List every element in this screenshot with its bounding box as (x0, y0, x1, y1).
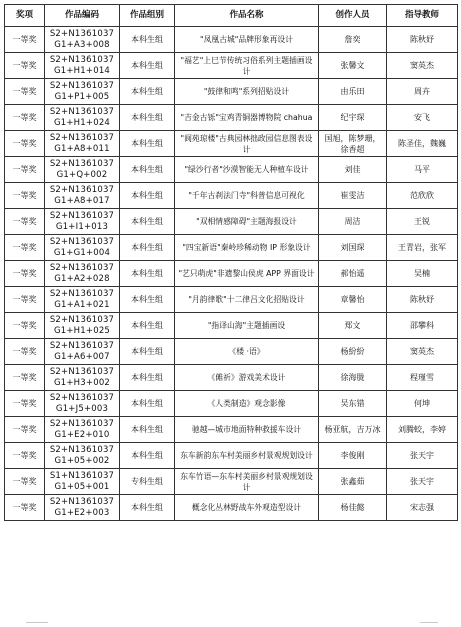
cell-code: S2+N1361037 G1+H1+024 (45, 105, 120, 131)
cell-advisor: 窦英杰 (387, 53, 458, 79)
cell-code: S2+N1361037 G1+H1+014 (45, 53, 120, 79)
cell-code: S2+N1361037 G1+E2+003 (45, 495, 120, 521)
table-row (5, 209, 458, 235)
cell-advisor: 王锐 (387, 209, 458, 235)
table-row (5, 235, 458, 261)
cell-title: "四宝新语"秦岭珍稀动物 IP 形象设计 (175, 235, 319, 261)
cell-code: S1+N1361037 G1+05+001 (45, 469, 120, 495)
cell-group: 本科生组 (120, 53, 175, 79)
table-row (5, 27, 458, 53)
cell-code: S2+N1361037 G1+G1+004 (45, 235, 120, 261)
header-group: 作品组别 (120, 5, 175, 27)
cell-advisor: 陈圣佳，魏巍 (387, 131, 458, 157)
table-row (5, 53, 458, 79)
cell-award: 一等奖 (5, 313, 45, 339)
cell-advisor: 张天宇 (387, 469, 458, 495)
cell-group: 本科生组 (120, 157, 175, 183)
table-body (5, 27, 458, 521)
cell-advisor: 马平 (387, 157, 458, 183)
award-table (4, 4, 458, 521)
header-creators: 创作人员 (319, 5, 387, 27)
cell-creators: 杨佳懿 (319, 495, 387, 521)
cell-award: 一等奖 (5, 53, 45, 79)
cell-advisor: 何坤 (387, 391, 458, 417)
cell-group: 本科生组 (120, 131, 175, 157)
cell-award: 一等奖 (5, 495, 45, 521)
cell-title: 《楼 ·语》 (175, 339, 319, 365)
cell-award: 一等奖 (5, 339, 45, 365)
cell-title: "双相情感障碍"主题海报设计 (175, 209, 319, 235)
cell-group: 本科生组 (120, 261, 175, 287)
cell-title: "千年古刹法门寺"科普信息可视化 (175, 183, 319, 209)
cell-award: 一等奖 (5, 27, 45, 53)
cell-title: 《人类制造》观念影像 (175, 391, 319, 417)
cell-creators: 刘国琛 (319, 235, 387, 261)
cell-group: 本科生组 (120, 495, 175, 521)
table-row (5, 287, 458, 313)
cell-creators: 章馨怡 (319, 287, 387, 313)
cell-creators: 刘佳 (319, 157, 387, 183)
cell-code: S2+N1361037 G1+A8+011 (45, 131, 120, 157)
cell-award: 一等奖 (5, 235, 45, 261)
cell-creators: 徐海胧 (319, 365, 387, 391)
table-row (5, 261, 458, 287)
cell-creators: 崔雯洁 (319, 183, 387, 209)
cell-code: S2+N1361037 G1+Q+002 (45, 157, 120, 183)
cell-title: "福艺"上巳节传统习俗系列主题插画设计 (175, 53, 319, 79)
cell-group: 本科生组 (120, 105, 175, 131)
cell-award: 一等奖 (5, 391, 45, 417)
cell-code: S2+N1361037 G1+P1+005 (45, 79, 120, 105)
table-row (5, 443, 458, 469)
cell-award: 一等奖 (5, 105, 45, 131)
cell-group: 本科生组 (120, 417, 175, 443)
table-row (5, 365, 458, 391)
cell-creators: 张馨文 (319, 53, 387, 79)
cell-code: S2+N1361037 G1+E2+010 (45, 417, 120, 443)
cell-advisor: 陈秋妤 (387, 27, 458, 53)
table-row (5, 417, 458, 443)
cell-group: 本科生组 (120, 287, 175, 313)
table-row (5, 339, 458, 365)
cell-award: 一等奖 (5, 261, 45, 287)
cell-code: S2+N1361037 G1+J5+003 (45, 391, 120, 417)
table-header-row (5, 5, 458, 27)
cell-creators: 詹奕 (319, 27, 387, 53)
cell-title: "阆苑琼楼"古典园林拙政园信息图表设计 (175, 131, 319, 157)
cell-award: 一等奖 (5, 443, 45, 469)
cell-code: S2+N1361037 G1+A6+007 (45, 339, 120, 365)
cell-creators: 杨紛紛 (319, 339, 387, 365)
cell-advisor: 王青岩，张军 (387, 235, 458, 261)
table-row (5, 391, 458, 417)
cell-group: 专科生组 (120, 469, 175, 495)
cell-group: 本科生组 (120, 209, 175, 235)
cell-group: 本科生组 (120, 365, 175, 391)
cell-group: 本科生组 (120, 339, 175, 365)
cell-creators: 杨亚航，吉万冰 (319, 417, 387, 443)
cell-creators: 郝怡遥 (319, 261, 387, 287)
table-row (5, 469, 458, 495)
header-title: 作品名称 (175, 5, 319, 27)
cell-title: "凤凰古城"品牌形象再设计 (175, 27, 319, 53)
table-row (5, 131, 458, 157)
cell-code: S2+N1361037 G1+H3+002 (45, 365, 120, 391)
header-award: 奖项 (5, 5, 45, 27)
table-row (5, 105, 458, 131)
cell-creators: 周洁 (319, 209, 387, 235)
cell-group: 本科生组 (120, 27, 175, 53)
cell-creators: 吴东错 (319, 391, 387, 417)
award-table-sheet (4, 4, 457, 521)
header-code: 作品编码 (45, 5, 120, 27)
cell-advisor: 安飞 (387, 105, 458, 131)
cell-advisor: 邵攀科 (387, 313, 458, 339)
cell-title: 概念化丛林野战车外观造型设计 (175, 495, 319, 521)
page-footer-marks (0, 622, 461, 627)
cell-code: S2+N1361037 G1+A1+021 (45, 287, 120, 313)
cell-award: 一等奖 (5, 417, 45, 443)
cell-code: S2+N1361037 G1+A2+028 (45, 261, 120, 287)
cell-advisor: 宋志强 (387, 495, 458, 521)
cell-award: 一等奖 (5, 131, 45, 157)
table-row (5, 313, 458, 339)
cell-group: 本科生组 (120, 235, 175, 261)
cell-award: 一等奖 (5, 209, 45, 235)
cell-title: 东车竹语—东车村美丽乡村景观规划设计 (175, 469, 319, 495)
table-row (5, 157, 458, 183)
table-row (5, 183, 458, 209)
cell-code: S2+N1361037 G1+A8+017 (45, 183, 120, 209)
table-row (5, 495, 458, 521)
cell-advisor: 吴楠 (387, 261, 458, 287)
cell-code: S2+N1361037 G1+A3+008 (45, 27, 120, 53)
cell-advisor: 刘腾蛟，李婷 (387, 417, 458, 443)
cell-title: "指译山海"主题插画设 (175, 313, 319, 339)
cell-advisor: 张天宇 (387, 443, 458, 469)
cell-code: S2+N1361037 G1+I1+013 (45, 209, 120, 235)
cell-award: 一等奖 (5, 79, 45, 105)
cell-award: 一等奖 (5, 157, 45, 183)
cell-title: "艺只萌虎"非遗黎山侯虎 APP 界面设计 (175, 261, 319, 287)
cell-advisor: 周卉 (387, 79, 458, 105)
cell-advisor: 陈秋妤 (387, 287, 458, 313)
cell-advisor: 窦英杰 (387, 339, 458, 365)
cell-award: 一等奖 (5, 365, 45, 391)
table-row (5, 79, 458, 105)
cell-award: 一等奖 (5, 469, 45, 495)
cell-group: 本科生组 (120, 313, 175, 339)
cell-award: 一等奖 (5, 287, 45, 313)
cell-code: S2+N1361037 G1+05+002 (45, 443, 120, 469)
cell-creators: 由乐田 (319, 79, 387, 105)
cell-creators: 李俊刚 (319, 443, 387, 469)
cell-code: S2+N1361037 G1+H1+025 (45, 313, 120, 339)
cell-creators: 郑文 (319, 313, 387, 339)
cell-award: 一等奖 (5, 183, 45, 209)
cell-group: 本科生组 (120, 443, 175, 469)
cell-title: 东车新韵东车村美丽乡村景观规划设计 (175, 443, 319, 469)
cell-title: "鼓律和鸣"系列招贴设计 (175, 79, 319, 105)
cell-advisor: 范欣欣 (387, 183, 458, 209)
cell-group: 本科生组 (120, 183, 175, 209)
cell-group: 本科生组 (120, 79, 175, 105)
cell-title: 《傩祈》游戏美术设计 (175, 365, 319, 391)
cell-title: "吉金古铄"宝鸡青铜器博物院 chahua (175, 105, 319, 131)
cell-creators: 纪宇琛 (319, 105, 387, 131)
cell-group: 本科生组 (120, 391, 175, 417)
header-advisor: 指导教师 (387, 5, 458, 27)
cell-title: 驰越—城市地面特种救援车设计 (175, 417, 319, 443)
cell-title: "月韵律歌"十二律吕文化招贴设计 (175, 287, 319, 313)
cell-advisor: 程瑾雪 (387, 365, 458, 391)
cell-title: "绿沙行者"沙漠智能无人种植车设计 (175, 157, 319, 183)
cell-creators: 张鑫茹 (319, 469, 387, 495)
cell-creators: 国旭，陈梦珊，徐香超 (319, 131, 387, 157)
